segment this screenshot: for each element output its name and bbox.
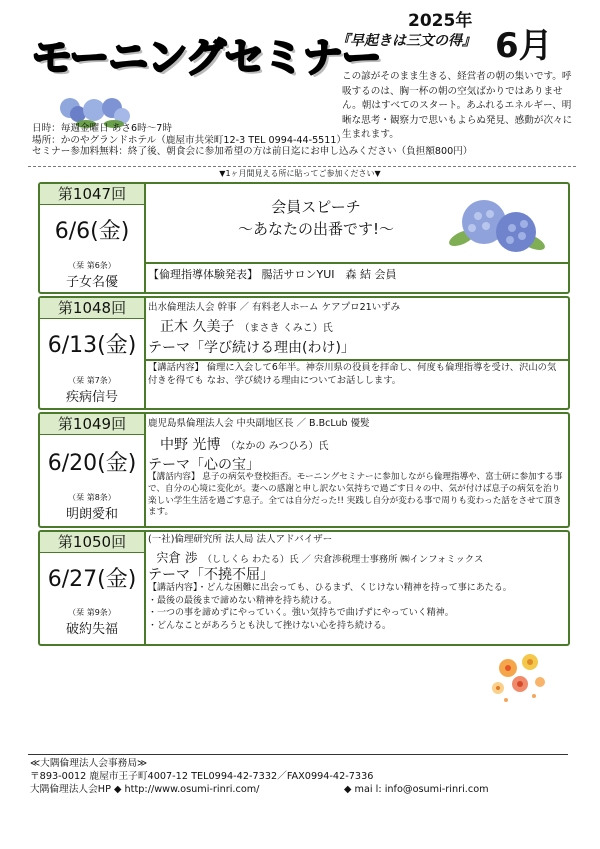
- session-date: 6/27(金): [47, 567, 137, 592]
- info-time: 日時：毎週金曜日 あさ6時～7時: [32, 123, 172, 134]
- divider: [28, 166, 576, 167]
- session-date: 6/13(金): [47, 333, 137, 358]
- speaker-affiliation: (一社)倫理研究所 法人局 法人アドバイザー: [148, 534, 333, 545]
- info-place: 場所：かのやグランドホテル（鹿屋市共栄町12-3 TEL 0994-44-5511）: [32, 134, 347, 146]
- speaker-reading: （なかの みつひろ）氏: [225, 441, 329, 452]
- homepage-link[interactable]: 大隅倫理法人会HP ◆ http://www.osumi-rinri.com/: [30, 784, 260, 795]
- cut-note: ▼1ヶ月間見える所に貼ってご参加ください▼: [219, 169, 381, 178]
- session-left-col: [40, 298, 146, 408]
- session-card-1049: [38, 412, 570, 528]
- detail-line: ・一つの事を諦めずにやっていく。強い気持ちで曲げずにやっていく精神。: [148, 608, 454, 618]
- month-label: 6月: [495, 26, 553, 66]
- session-motto: 子女名優: [65, 275, 118, 290]
- experience-presentation: 【倫理指導体験発表】 腸活サロンYUI 森 結 会員: [148, 268, 397, 281]
- session-motto: 明朗愛和: [65, 507, 118, 522]
- divider: [146, 359, 568, 361]
- session-theme: テーマ「心の宝」: [148, 457, 260, 473]
- footer-divider: [28, 754, 568, 755]
- session-motto: 破約失福: [65, 622, 118, 637]
- intro-text: この諺がそのまま生きる、経営者の朝の集いです。呼吸するのは、胸一杯の朝の空気ばかりではありません。朝はすべてのスタート。あふれるエネルギー、明晰な思考・観察力で思いもよらぬ発見、感動が次々に生まれます。: [342, 71, 573, 140]
- session-motto: 疾病信号: [65, 390, 118, 405]
- session-number: 第1048回: [40, 298, 144, 319]
- hydrangea-icon: [442, 192, 552, 264]
- speaker-reading: （まさき くみこ）氏: [239, 323, 333, 334]
- session-date: 6/20(金): [47, 451, 137, 476]
- flowers-icon: [486, 648, 556, 708]
- session-article: （栞 第9条）: [68, 608, 116, 617]
- detail-line: ・どんなことがあろうとも決して挫けない心を持ち続ける。: [148, 620, 392, 631]
- detail-line: ・最後の最後まで諦めない精神を持ち続ける。: [148, 595, 338, 606]
- page-title: モーニングセミナー: [32, 35, 381, 81]
- session-article: （栞 第7条）: [68, 376, 116, 385]
- seminar-info: [32, 123, 472, 158]
- talk-detail: 【講話内容】 息子の病気や登校拒否。モーニングセミナーに参加しながら倫理指導や、富士研に参加する事で、自分の心境に変化が。妻への感謝と申し訳ない気持ちで過ごす日々の中、気が付けば息子の病気を治り楽しい学生生活を過ごす息子。全ては自分だった!! 実践し自分が変わる事で周りも変わった話をさせて頂きます。: [148, 472, 563, 518]
- speaker-reading: （ししくら わたる）氏 ／ 宍倉渉税理士事務所 ㈱インフォミックス: [202, 554, 484, 565]
- speaker-name: 宍倉 渉: [156, 550, 198, 565]
- talk-detail: [148, 582, 564, 632]
- mail-link[interactable]: ◆ mai l: info@osumi-rinri.com: [344, 784, 489, 795]
- session-left-col: [40, 532, 146, 644]
- speaker-name: 中野 光博: [160, 437, 221, 453]
- speaker-line: [160, 316, 564, 336]
- divider: [146, 262, 568, 264]
- session-article: （栞 第8条）: [68, 493, 116, 502]
- session-number: 第1050回: [40, 532, 144, 553]
- session-number: 第1049回: [40, 414, 144, 435]
- session-theme: テーマ「学び続ける理由(わけ)」: [148, 340, 355, 356]
- speaker-line: [160, 434, 564, 454]
- session-left-col: [40, 414, 146, 526]
- detail-line: 【講話内容】・どんな困難に出会っても、ひるまず、くじけない精神を持って事にあたる。: [148, 583, 512, 593]
- office-address: 〒893-0012 鹿屋市王子町4007-12 TEL0994-42-7332／FAX0994-42-7336: [30, 771, 374, 782]
- year-label: 2025年: [408, 11, 473, 31]
- session-card-1047: [38, 182, 570, 294]
- session-card-1050: [38, 530, 570, 646]
- session-date: 6/6(金): [54, 219, 130, 244]
- footer: [30, 757, 489, 796]
- subtitle: 『早起きは三文の得』: [336, 33, 476, 49]
- office-name: ≪大隅倫理法人会事務局≫: [30, 758, 148, 769]
- info-fee: セミナー参加料無料：終了後、朝食会に参加希望の方は前日迄にお申し込みください（負担額800円）: [32, 146, 473, 157]
- speech-subtitle: ～あなたの出番です!～: [237, 220, 394, 238]
- session-left-col: [40, 184, 146, 292]
- speaker-affiliation: 出水倫理法人会 幹事 ／ 有料老人ホーム ケアプロ21いずみ: [148, 302, 401, 313]
- session-article: （栞 第6条）: [68, 261, 116, 270]
- session-card-1048: [38, 296, 570, 410]
- speech-title: 会員スピーチ: [271, 198, 361, 216]
- session-number: 第1047回: [40, 184, 144, 205]
- speaker-affiliation: 鹿児島県倫理法人会 中央副地区長 ／ B.BcLub 優髪: [148, 418, 370, 429]
- speaker-name: 正木 久美子: [160, 319, 235, 335]
- talk-detail: 【講話内容】 倫理に入会して6年半。神奈川県の役員を拝命し、何度も倫理指導を受け、沢山の気付きを得ても なお、学び続ける理由についてお話しします。: [148, 362, 557, 386]
- session-theme: テーマ「不撓不屈」: [148, 567, 274, 583]
